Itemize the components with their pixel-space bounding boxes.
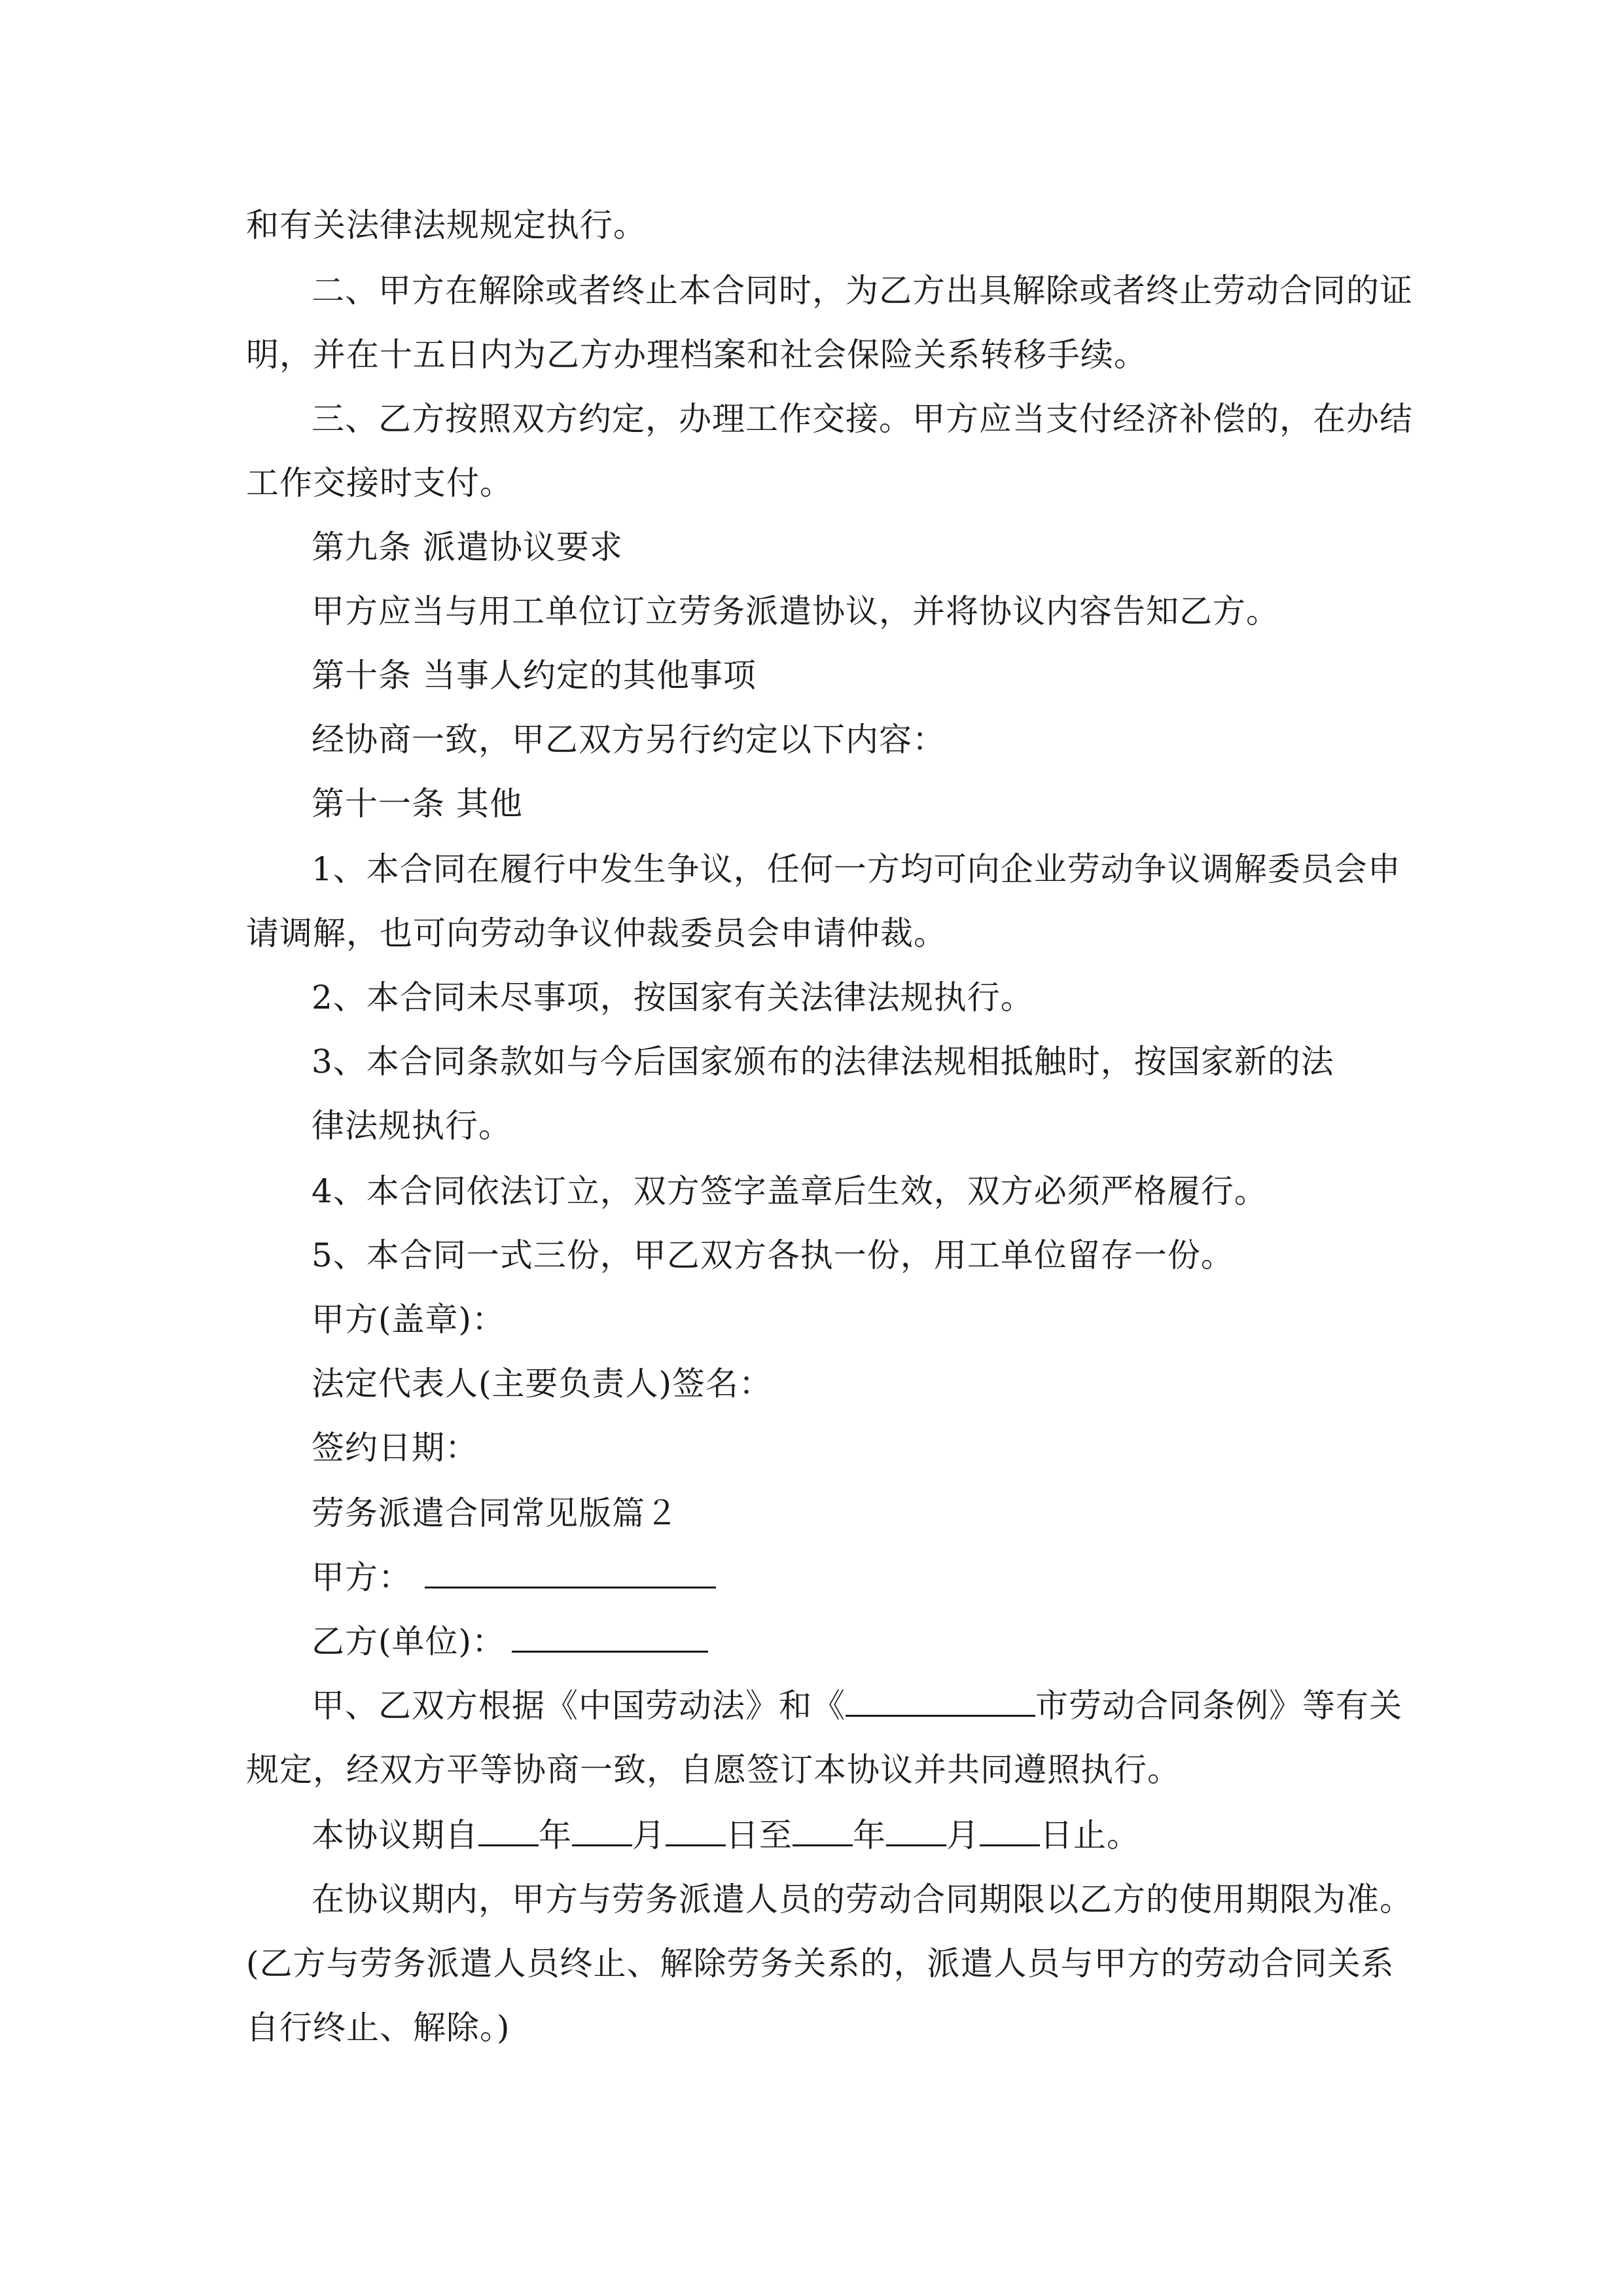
text-line: 二、甲方在解除或者终止本合同时，为乙方出具解除或者终止劳动合同的证 [312,272,1413,310]
text-line: (乙方与劳务派遣人员终止、解除劳务关系的，派遣人员与甲方的劳动合同关系 [246,1945,1395,1982]
party-b-label: 乙方(单位)： [312,1623,506,1660]
text-fragment: 月 [946,1816,980,1854]
party-b-row [312,1621,708,1662]
date-blank [666,1818,726,1846]
text-line: 在协议期内，甲方与劳务派遣人员的劳动合同期限以乙方的使用期限为准。 [312,1880,1413,1918]
text-fragment: 月 [632,1816,666,1854]
city-blank [846,1689,1035,1717]
text-line: 明，并在十五日内为乙方办理档案和社会保险关系转移手续。 [246,336,1147,374]
text-line: 规定，经双方平等协商一致，自愿签订本协议并共同遵照执行。 [246,1751,1181,1789]
text-fragment: 市劳动合同条例》等有关 [1035,1687,1402,1725]
text-line: 2、本合同未尽事项，按国家有关法律法规执行。 [312,978,1034,1016]
text-line: 请调解，也可向劳动争议仲裁委员会申请仲裁。 [246,914,947,952]
text-line [312,1685,1402,1727]
party-a-label: 甲方： [312,1558,412,1596]
text-fragment: 年 [853,1816,886,1854]
party-b-blank [512,1624,708,1653]
text-line: 三、乙方按照双方约定，办理工作交接。甲方应当支付经济补偿的，在办结 [312,400,1413,438]
text-fragment: 甲、乙双方根据《中国劳动法》和《 [312,1687,846,1725]
date-blank [478,1818,539,1846]
text-line: 甲方应当与用工单位订立劳务派遣协议，并将协议内容告知乙方。 [312,592,1279,630]
text-fragment: 本协议期自 [312,1816,478,1854]
signature-label: 甲方(盖章)： [312,1300,506,1338]
party-a-blank [425,1560,716,1588]
date-blank [793,1818,853,1846]
date-blank [980,1818,1040,1846]
text-line: 4、本合同依法订立，双方签字盖章后生效，双方必须严格履行。 [312,1172,1268,1210]
text-line: 律法规执行。 [312,1107,512,1145]
signature-label: 签约日期： [312,1429,478,1467]
text-line: 3、本合同条款如与今后国家颁布的法律法规相抵触时，按国家新的法 [312,1043,1334,1081]
text-line: 自行终止、解除。) [246,2009,510,2047]
text-fragment: 日至 [726,1816,793,1854]
date-blank [572,1818,632,1846]
text-line: 1、本合同在履行中发生争议，任何一方均可向企业劳动争议调解委员会申 [312,850,1401,888]
date-blank [886,1818,946,1846]
section-heading: 第九条 派遣协议要求 [312,528,623,566]
text-fragment: 日止。 [1040,1816,1140,1854]
document-title: 劳务派遣合同常见版篇２ [312,1494,679,1532]
party-a-row [312,1556,716,1598]
signature-label: 法定代表人(主要负责人)签名： [312,1365,773,1403]
text-fragment: 年 [539,1816,572,1854]
text-line: 经协商一致，甲乙双方另行约定以下内容： [312,721,946,759]
term-line [312,1814,1140,1856]
section-heading: 第十一条 其他 [312,785,523,823]
section-heading: 第十条 当事人约定的其他事项 [312,656,757,694]
text-line: 5、本合同一式三份，甲乙双方各执一份，用工单位留存一份。 [312,1236,1234,1274]
text-line: 工作交接时支付。 [246,464,513,502]
text-line: 和有关法律法规规定执行。 [246,206,647,244]
